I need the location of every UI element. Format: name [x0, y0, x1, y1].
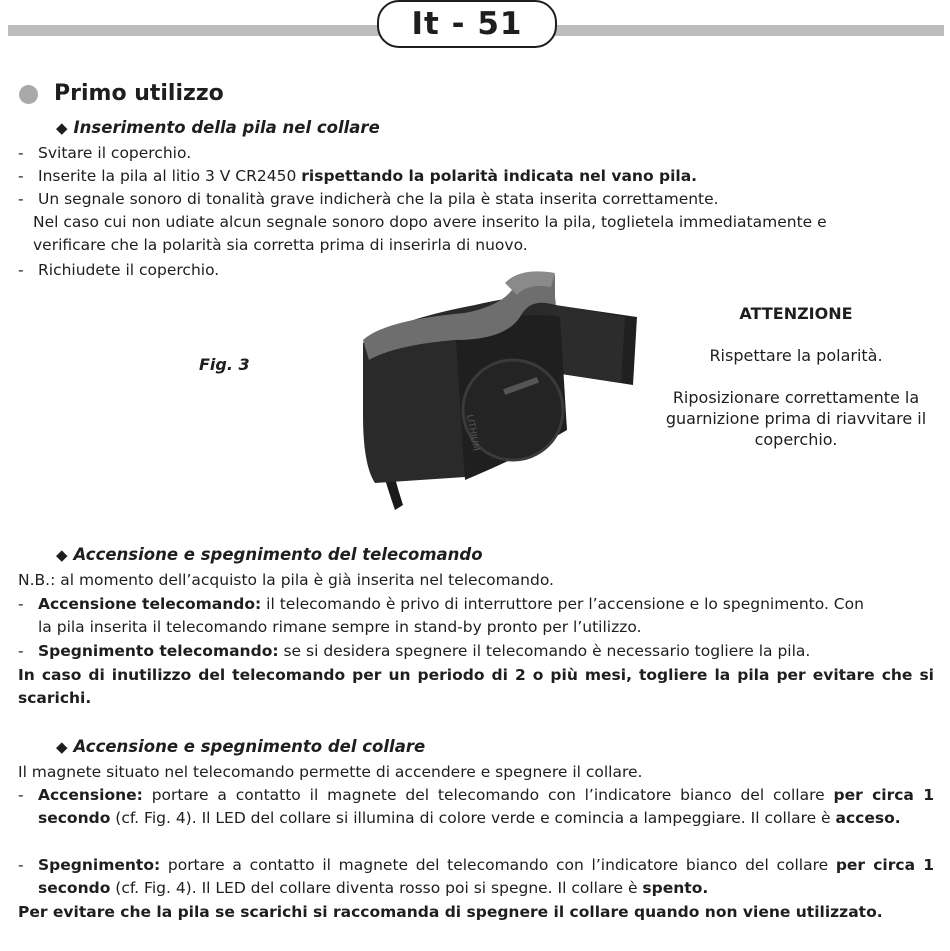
remote-on: - Accensione telecomando: il telecomando è privo di interruttore per l’accensione e lo spegnimento. Con — [18, 595, 864, 613]
warning-line-2: Riposizionare correttamente la guarnizione prima di riavvitare il coperchio. — [665, 388, 927, 449]
page-number-badge: It - 51 — [377, 0, 557, 48]
collar-off: - Spegnimento: portare a contatto il magnete del telecomando con l’indicatore bianco del collare per circa 1 secondo (cf. Fig. 4). Il LED del collare diventa rosso poi si spegne. Il collare è spento. — [18, 856, 934, 897]
battery-step-3-cont-2: verificare che la polarità sia corretta prima di inserirla di nuovo. — [33, 236, 528, 254]
section-title: Primo utilizzo — [54, 81, 224, 106]
battery-step-1: - Svitare il coperchio. — [18, 144, 192, 162]
warning-title: ATTENZIONE — [739, 304, 853, 323]
battery-step-3: - Un segnale sonoro di tonalità grave indicherà che la pila è stata inserita correttamente. — [18, 190, 719, 208]
collar-intro: Il magnete situato nel telecomando permette di accendere e spegnere il collare. — [18, 763, 643, 781]
diamond-bullet-icon: ◆ — [56, 546, 68, 564]
remote-on-cont: la pila inserita il telecomando rimane sempre in stand-by pronto per l’utilizzo. — [38, 618, 642, 636]
collar-final-note: Per evitare che la pila se scarichi si raccomanda di spegnere il collare quando non viene utilizzato. — [18, 903, 883, 921]
diamond-bullet-icon: ◆ — [56, 738, 68, 756]
battery-step-2: - Inserite la pila al litio 3 V CR2450 rispettando la polarità indicata nel vano pila. — [18, 167, 698, 185]
remote-nb: N.B.: al momento dell’acquisto la pila è già inserita nel telecomando. — [18, 571, 554, 589]
svg-text:LITHIUM: LITHIUM — [464, 413, 481, 452]
remote-warning: In caso di inutilizzo del telecomando per un periodo di 2 o più mesi, togliere la pila per evitare che si scarichi. — [18, 666, 934, 707]
collar-heading: ◆ Accensione e spegnimento del collare — [56, 737, 426, 756]
battery-step-3-cont-1: Nel caso cui non udiate alcun segnale sonoro dopo avere inserito la pila, toglietela immediatamente e — [33, 213, 827, 231]
battery-step-4: - Richiudete il coperchio. — [18, 261, 220, 279]
collar-receiver-image — [355, 265, 640, 515]
diamond-bullet-icon: ◆ — [56, 119, 68, 137]
section-bullet-icon — [19, 85, 38, 104]
remote-heading: ◆ Accensione e spegnimento del telecomando — [56, 545, 483, 564]
collar-on: - Accensione: portare a contatto il magnete del telecomando con l’indicatore bianco del collare per circa 1 secondo (cf. Fig. 4). Il LED del collare si illumina di colore verde e comincia a lampeggiare. Il collare è acceso. — [18, 786, 934, 827]
figure-label: Fig. 3 — [199, 355, 250, 374]
warning-line-1: Rispettare la polarità. — [709, 346, 883, 365]
remote-off: - Spegnimento telecomando: se si desidera spegnere il telecomando è necessario togliere la pila. — [18, 642, 811, 660]
battery-heading: ◆ Inserimento della pila nel collare — [56, 118, 380, 137]
